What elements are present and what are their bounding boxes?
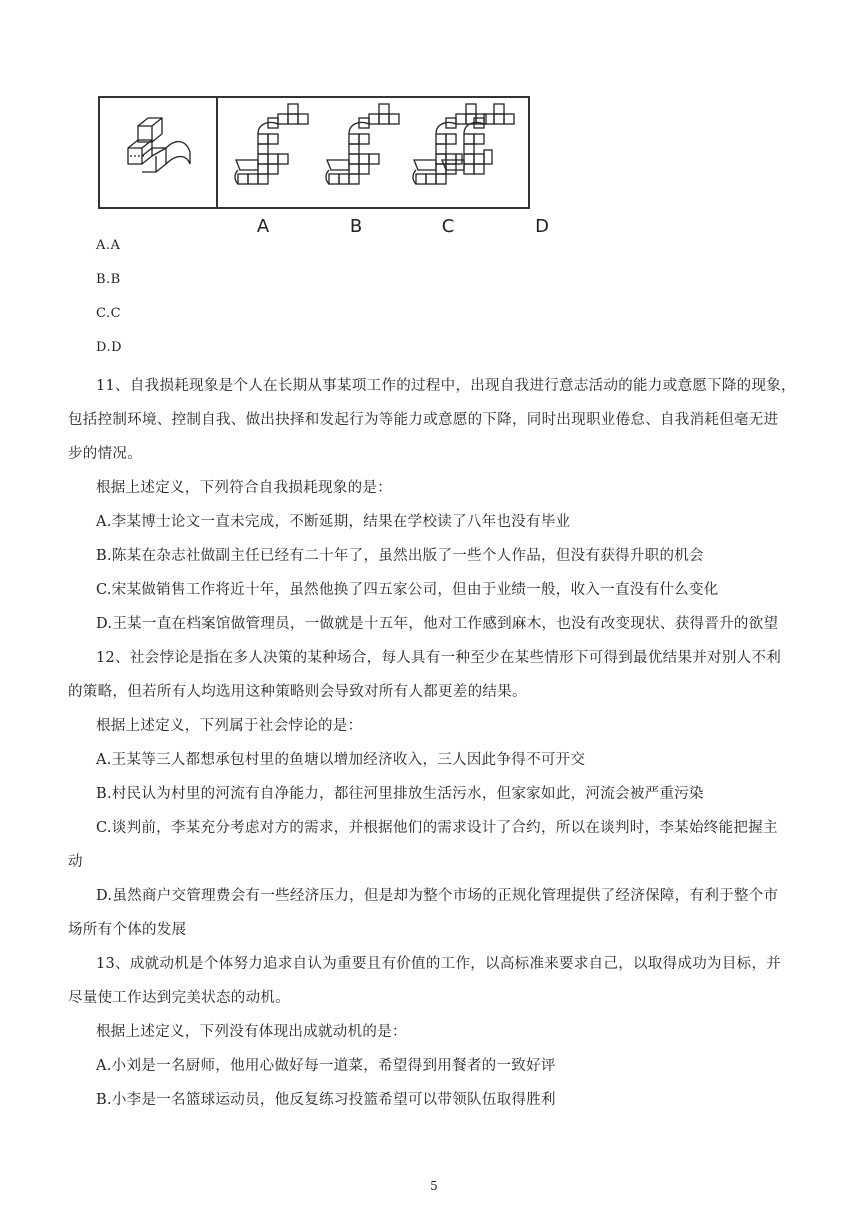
q12-option-d-continued[interactable]: 场所有个体的发展 (68, 922, 187, 938)
figure-drawing (100, 98, 532, 211)
q10-option-b[interactable]: B.B (96, 272, 121, 287)
q13-option-a[interactable]: A.小刘是一名厨师，他用心做好每一道菜，希望得到用餐者的一致好评 (96, 1058, 556, 1074)
q12-stem-line-1: 12、社会悖论是指在多人决策的某种场合，每人具有一种至少在某些情形下可得到最优结果并对别人不利 (96, 650, 782, 666)
reference-shape (128, 118, 190, 172)
q11-option-c[interactable]: C.宋某做销售工作将近十年，虽然他换了四五家公司，但由于业绩一般，收入一直没有什么变化 (96, 582, 719, 598)
q11-stem-line-1: 11、自我损耗现象是个人在长期从事某项工作的过程中，出现自我进行意志活动的能力或意愿下降的现象， (96, 378, 796, 394)
q13-option-b[interactable]: B.小李是一名篮球运动员，他反复练习投篮希望可以带领队伍取得胜利 (96, 1092, 556, 1108)
q11-option-b[interactable]: B.陈某在杂志社做副主任已经有二十年了，虽然出版了一些个人作品，但没有获得升职的机会 (96, 548, 704, 564)
q12-stem-line-2: 的策略，但若所有人均选用这种策略则会导致对所有人都更差的结果。 (68, 684, 527, 700)
q13-stem-line-1: 13、成就动机是个体努力追求自认为重要且有价值的工作，以高标准来要求自己，以取得成功为目标，并 (96, 956, 782, 972)
q11-stem-line-3: 步的情况。 (68, 446, 142, 462)
page-number: 5 (430, 1179, 438, 1193)
net-b (326, 104, 399, 184)
q12-option-c[interactable]: C.谈判前，李某充分考虑对方的需求，并根据他们的需求设计了合约，所以在谈判时，李某始终能把握主 (96, 820, 778, 836)
q11-prompt: 根据上述定义，下列符合自我损耗现象的是： (96, 480, 392, 496)
q11-stem-line-2: 包括控制环境、控制自我、做出抉择和发起行为等能力或意愿的下降，同时出现职业倦怠、自我消耗但毫无进 (68, 412, 779, 428)
q12-prompt: 根据上述定义，下列属于社会悖论的是： (96, 718, 363, 734)
figure-label-a: A (256, 216, 270, 237)
figure-label-d: D (535, 216, 549, 237)
net-a (235, 104, 308, 184)
q10-option-d[interactable]: D.D (96, 340, 123, 355)
q13-stem-line-2: 尽量使工作达到完美状态的动机。 (68, 990, 290, 1006)
q11-option-d[interactable]: D.王某一直在档案馆做管理员，一做就是十五年，他对工作感到麻木，也没有改变现状、获得晋升的欲望 (96, 616, 779, 632)
q12-option-d[interactable]: D.虽然商户交管理费会有一些经济压力，但是却为整个市场的正规化管理提供了经济保障，有利于整个市 (96, 888, 779, 904)
q13-prompt: 根据上述定义，下列没有体现出成就动机的是： (96, 1024, 407, 1040)
q12-option-b[interactable]: B.村民认为村里的河流有自净能力，都往河里排放生活污水，但家家如此，河流会被严重污染 (96, 786, 704, 802)
q11-option-a[interactable]: A.李某博士论文一直未完成，不断延期，结果在学校读了八年也没有毕业 (96, 514, 571, 530)
q12-option-a[interactable]: A.王某等三人都想承包村里的鱼塘以增加经济收入，三人因此争得不可开交 (96, 752, 586, 768)
figure-label-c: C (441, 216, 455, 237)
q12-option-c-continued[interactable]: 动 (68, 854, 83, 870)
q10-option-a[interactable]: A.A (96, 238, 121, 253)
question-figure (98, 96, 530, 209)
figure-label-b: B (349, 216, 363, 237)
q10-option-c[interactable]: C.C (96, 306, 122, 321)
